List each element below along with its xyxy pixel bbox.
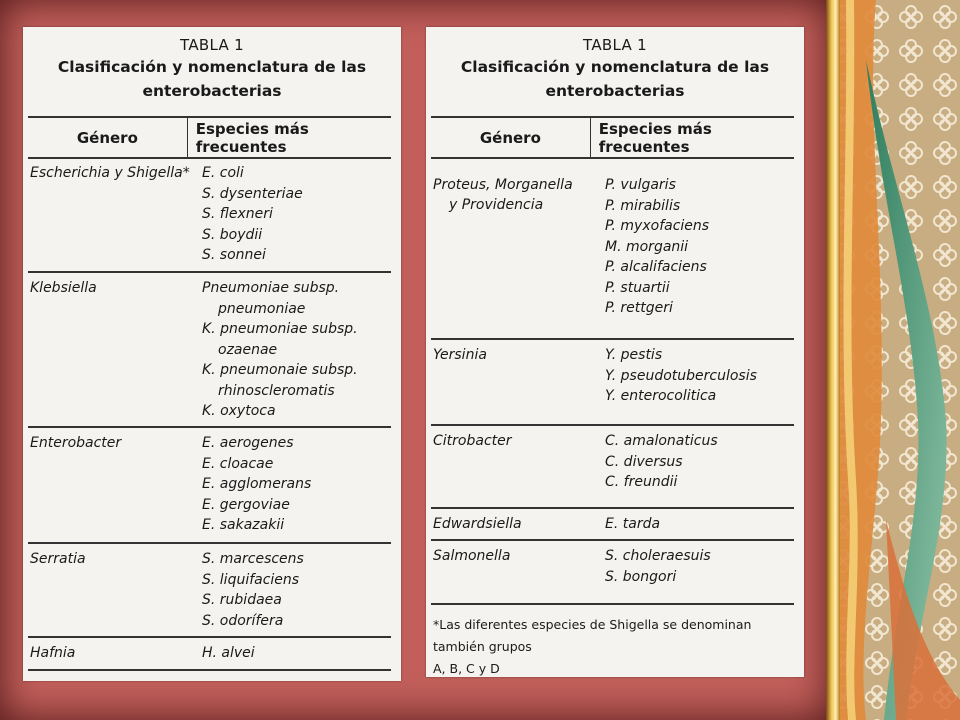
species-item: S. odorífera xyxy=(202,612,284,629)
species-cell xyxy=(202,638,391,669)
species-item: S. liquifaciens xyxy=(202,571,300,588)
genus-cell: Klebsiella xyxy=(30,280,97,296)
table-row xyxy=(431,509,794,541)
species-item: Pneumoniae subsp. xyxy=(202,280,340,296)
footnote-line: A, B, C y D xyxy=(433,661,500,676)
species-item: P. mirabilis xyxy=(605,197,681,214)
table-row xyxy=(431,541,794,605)
species-item: K. pneumonaie subsp. xyxy=(202,362,358,378)
species-item: rhinoscleromatis xyxy=(218,382,335,399)
table-row xyxy=(28,544,391,638)
genus-cell: Hafnia xyxy=(30,645,76,661)
species-item: E. sakazakii xyxy=(202,517,285,533)
species-item: pneumoniae xyxy=(218,300,306,317)
table-row xyxy=(28,158,391,273)
species-item: Y. pseudotuberculosis xyxy=(605,367,757,384)
species-cell xyxy=(202,158,391,271)
table-body xyxy=(28,158,391,671)
table-footnote xyxy=(431,614,794,680)
decorative-floral-strip xyxy=(826,0,960,720)
species-item: K. pneumoniae subsp. xyxy=(202,321,358,337)
genus-cell xyxy=(431,170,605,338)
species-cell xyxy=(605,541,794,603)
genus-cell: Salmonella xyxy=(433,548,511,564)
species-item: S. choleraesuis xyxy=(605,548,711,564)
column-species: Especies más frecuentes xyxy=(195,119,309,156)
species-item: S. flexneri xyxy=(202,206,273,222)
species-item: H. alvei xyxy=(202,645,255,661)
species-cell xyxy=(605,426,794,507)
table-row xyxy=(431,170,794,340)
table-header-block xyxy=(426,27,804,102)
table-title-line2: enterobacterias xyxy=(545,82,685,100)
species-item: E. coli xyxy=(202,165,244,181)
species-item: P. alcalifaciens xyxy=(605,259,707,275)
species-item: E. cloacae xyxy=(202,455,274,472)
decorative-pattern xyxy=(826,0,960,720)
table-row xyxy=(28,273,391,428)
species-item: M. morganii xyxy=(605,238,689,255)
table-row xyxy=(28,638,391,671)
species-item: P. stuartii xyxy=(605,279,670,296)
species-item: C. amalonaticus xyxy=(605,433,718,449)
table-title-line1: Clasificación y nomenclatura de las xyxy=(460,58,770,76)
column-genus: Género xyxy=(431,118,591,157)
genus-cell: Edwardsiella xyxy=(433,516,522,532)
genus-cell: Yersinia xyxy=(433,347,487,363)
species-cell xyxy=(202,428,391,542)
species-item: E. agglomerans xyxy=(202,476,312,492)
genus-line: Proteus, Morganella xyxy=(433,177,573,193)
species-cell xyxy=(202,544,391,636)
table-body xyxy=(431,170,794,605)
species-item: P. myxofaciens xyxy=(605,218,710,234)
column-genus: Género xyxy=(28,118,188,157)
species-item: S. dysenteriae xyxy=(202,185,303,202)
species-item: Y. pestis xyxy=(605,347,663,363)
species-item: E. tarda xyxy=(605,516,661,532)
species-item: C. diversus xyxy=(605,453,683,470)
species-item: C. freundii xyxy=(605,474,678,490)
species-item: S. boydii xyxy=(202,226,263,243)
species-item: E. aerogenes xyxy=(202,435,294,451)
species-item: Y. enterocolitica xyxy=(605,388,717,404)
table-column-header xyxy=(431,116,794,159)
table-image-right xyxy=(426,27,804,677)
table-row xyxy=(28,428,391,544)
species-cell xyxy=(605,340,794,424)
species-item: E. gergoviae xyxy=(202,496,290,513)
species-item: S. rubidaea xyxy=(202,592,282,608)
table-row xyxy=(431,426,794,509)
genus-cell: Enterobacter xyxy=(30,435,122,451)
table-row xyxy=(431,340,794,426)
genus-line: y Providencia xyxy=(449,197,544,213)
species-item: S. marcescens xyxy=(202,551,304,567)
species-item: S. bongori xyxy=(605,568,677,585)
species-cell xyxy=(202,273,391,426)
table-image-left xyxy=(23,27,401,681)
genus-cell: Serratia xyxy=(30,551,86,567)
species-cell xyxy=(605,170,794,338)
species-item: P. vulgaris xyxy=(605,177,676,193)
table-label: TABLA 1 xyxy=(583,36,647,54)
species-cell xyxy=(605,509,794,539)
genus-cell: Escherichia y Shigella* xyxy=(30,165,190,181)
species-item: K. oxytoca xyxy=(202,403,276,419)
species-item: ozaenae xyxy=(218,341,278,358)
footnote-line: *Las diferentes especies de Shigella se denominan también grupos xyxy=(433,617,752,654)
table-label: TABLA 1 xyxy=(180,36,244,54)
table-title-line1: Clasificación y nomenclatura de las xyxy=(57,58,367,76)
species-item: S. sonnei xyxy=(202,247,266,263)
column-species: Especies más frecuentes xyxy=(598,119,712,156)
genus-cell: Citrobacter xyxy=(433,433,512,449)
table-column-header xyxy=(28,116,391,159)
table-header-block xyxy=(23,27,401,102)
table-title-line2: enterobacterias xyxy=(142,82,282,100)
species-item: P. rettgeri xyxy=(605,300,673,316)
